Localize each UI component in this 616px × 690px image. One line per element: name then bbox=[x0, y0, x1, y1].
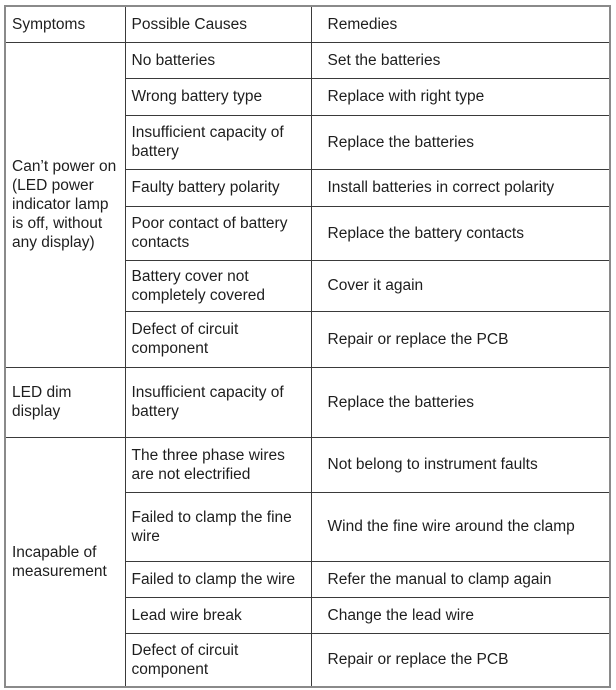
symptom-cell: Can’t power on (LED power indicator lamp is off, without any display) bbox=[5, 42, 125, 367]
table-row bbox=[5, 367, 610, 437]
remedy-cell: Repair or replace the PCB bbox=[311, 311, 610, 367]
cause-cell: Poor contact of battery contacts bbox=[125, 206, 311, 260]
cause-cell: Failed to clamp the wire bbox=[125, 561, 311, 597]
cause-cell: Failed to clamp the fine wire bbox=[125, 492, 311, 561]
cause-cell: No batteries bbox=[125, 42, 311, 78]
remedy-cell: Change the lead wire bbox=[311, 597, 610, 633]
cause-cell: Wrong battery type bbox=[125, 78, 311, 115]
header-symptoms: Symptoms bbox=[5, 6, 125, 42]
header-remedies: Remedies bbox=[311, 6, 610, 42]
cause-cell: Battery cover not completely covered bbox=[125, 260, 311, 311]
cause-cell: The three phase wires are not electrified bbox=[125, 437, 311, 492]
remedy-cell: Replace the batteries bbox=[311, 367, 610, 437]
cause-cell: Insufficient capacity of battery bbox=[125, 115, 311, 169]
table-row bbox=[5, 437, 610, 492]
remedy-cell: Wind the fine wire around the clamp bbox=[311, 492, 610, 561]
cause-cell: Defect of circuit component bbox=[125, 311, 311, 367]
remedy-cell: Replace the battery contacts bbox=[311, 206, 610, 260]
remedy-cell: Install batteries in correct polarity bbox=[311, 169, 610, 206]
cause-cell: Insufficient capacity of battery bbox=[125, 367, 311, 437]
symptom-cell: LED dim display bbox=[5, 367, 125, 437]
header-row bbox=[5, 6, 610, 42]
remedy-cell: Replace the batteries bbox=[311, 115, 610, 169]
header-causes: Possible Causes bbox=[125, 6, 311, 42]
troubleshooting-table bbox=[4, 5, 611, 688]
remedy-cell: Repair or replace the PCB bbox=[311, 633, 610, 687]
cause-cell: Defect of circuit component bbox=[125, 633, 311, 687]
remedy-cell: Not belong to instrument faults bbox=[311, 437, 610, 492]
remedy-cell: Cover it again bbox=[311, 260, 610, 311]
cause-cell: Faulty battery polarity bbox=[125, 169, 311, 206]
cause-cell: Lead wire break bbox=[125, 597, 311, 633]
remedy-cell: Set the batteries bbox=[311, 42, 610, 78]
remedy-cell: Replace with right type bbox=[311, 78, 610, 115]
symptom-cell: Incapable of measurement bbox=[5, 437, 125, 687]
remedy-cell: Refer the manual to clamp again bbox=[311, 561, 610, 597]
table-row bbox=[5, 42, 610, 78]
